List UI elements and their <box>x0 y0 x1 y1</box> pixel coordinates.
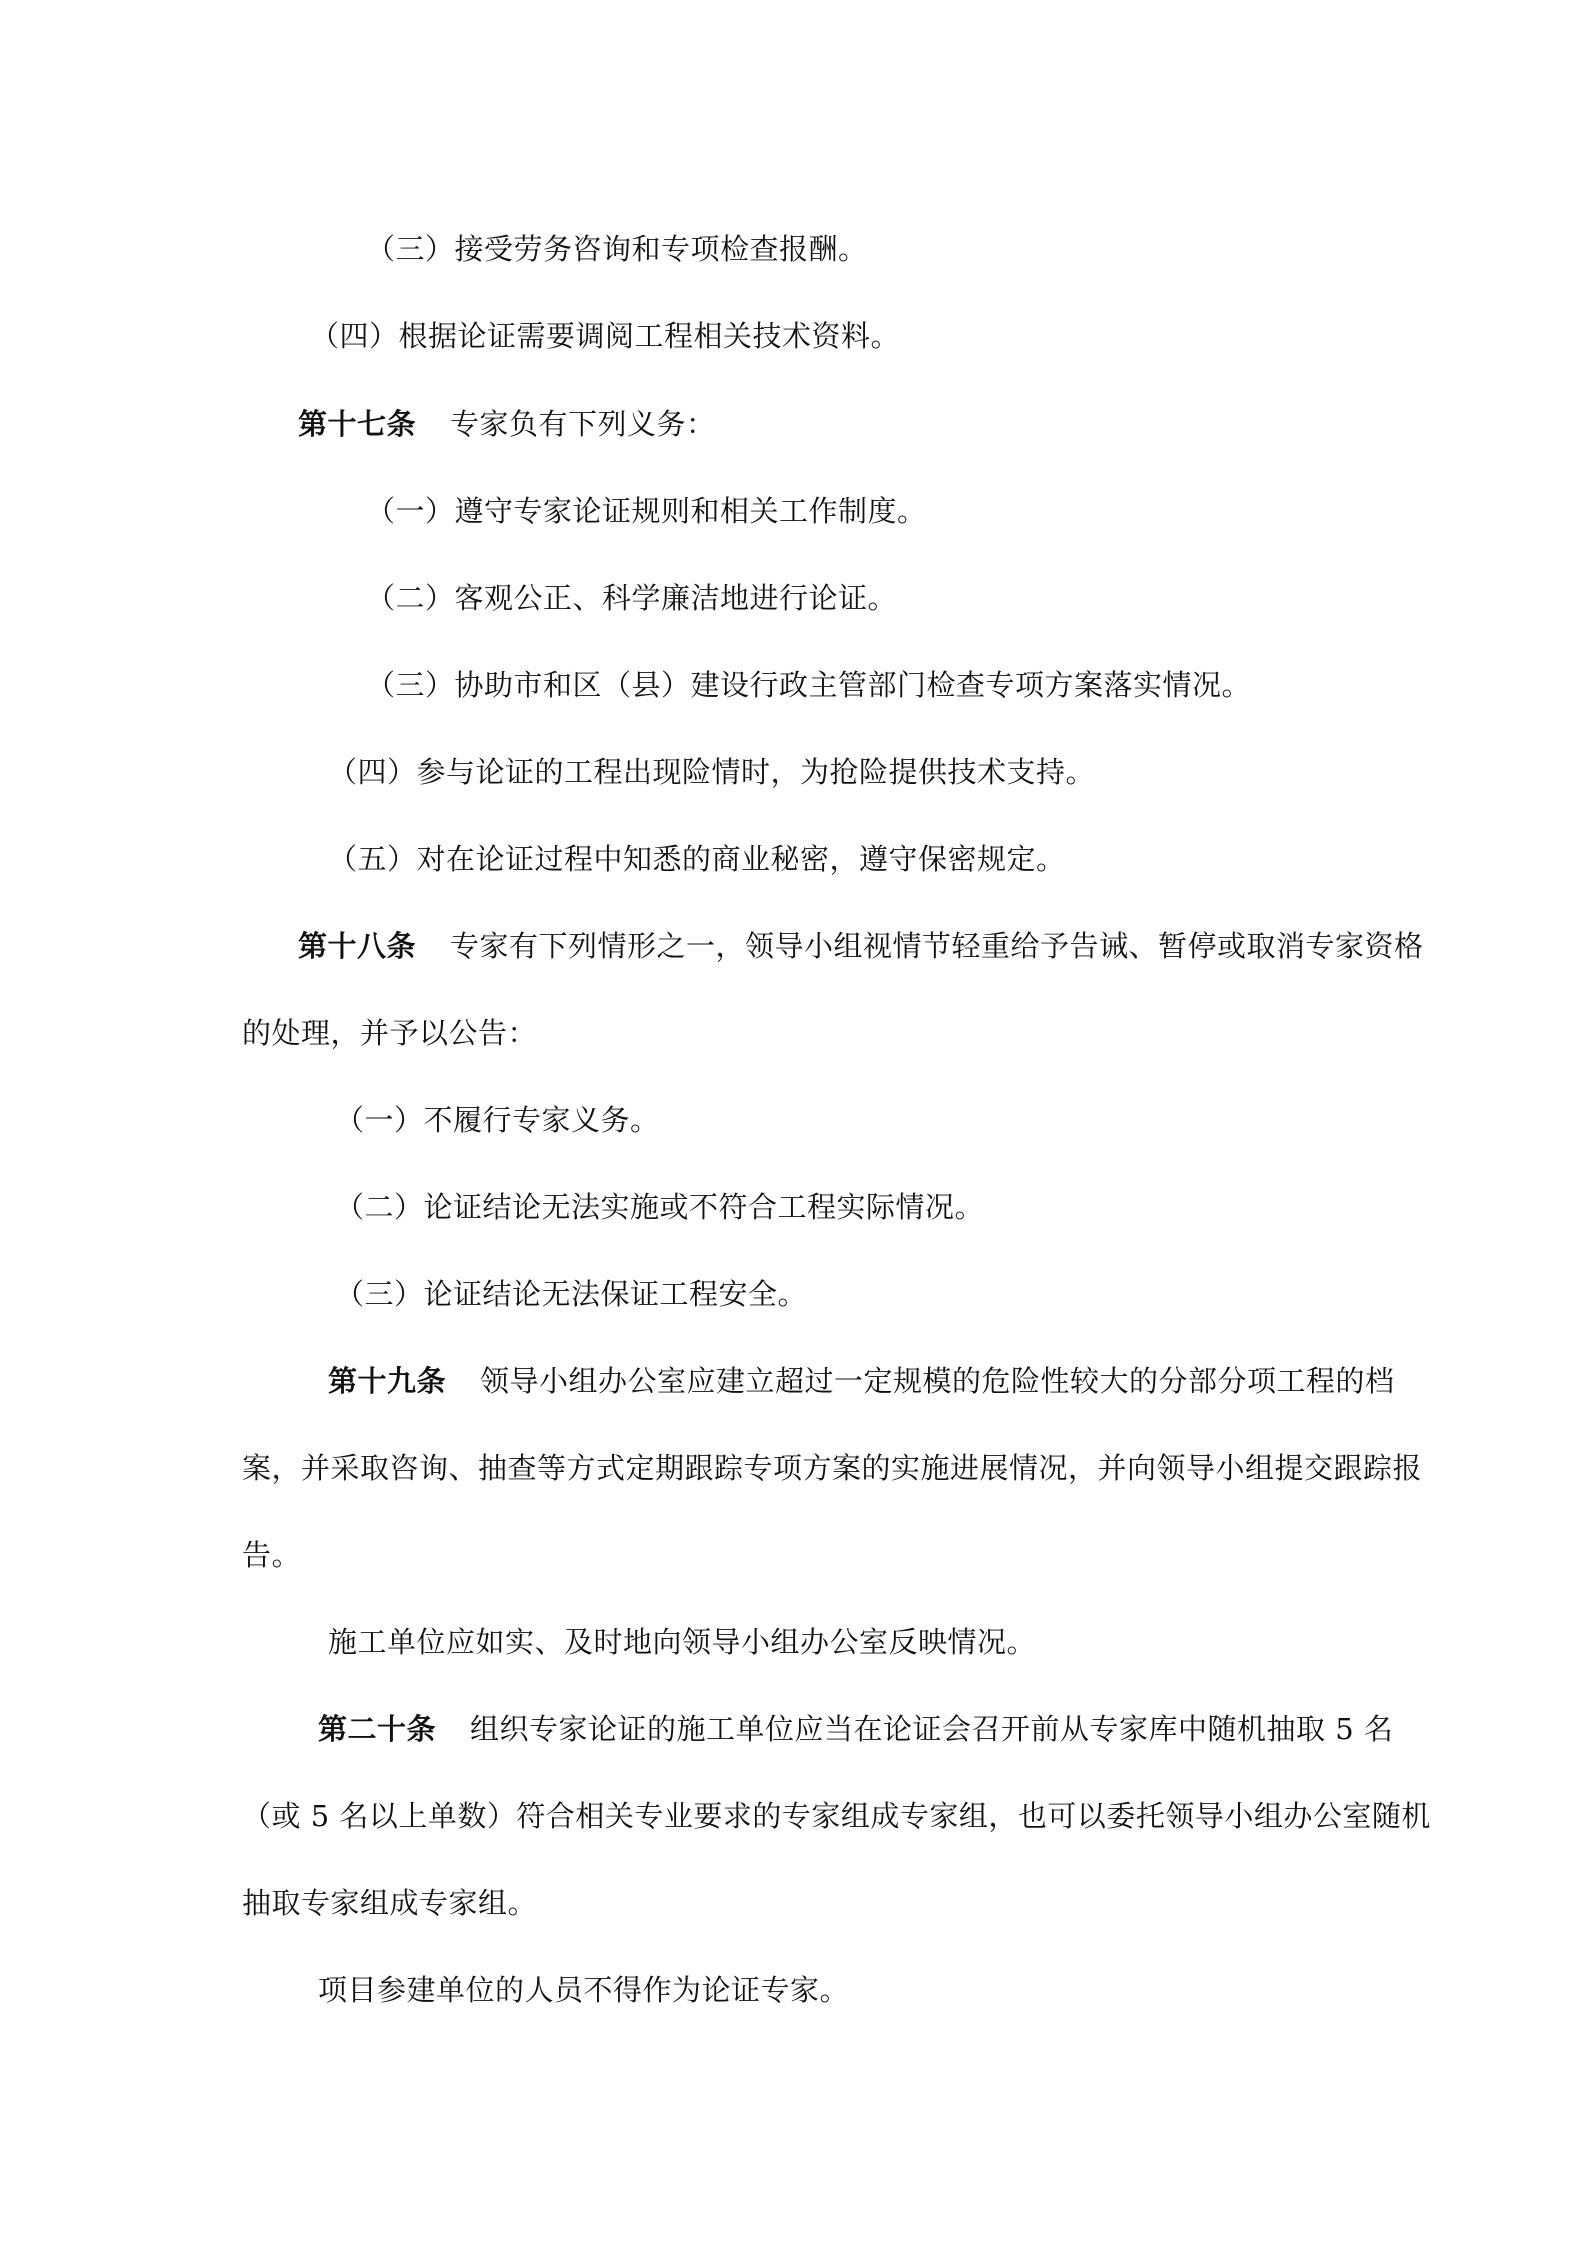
paragraph-line <box>366 660 1251 710</box>
paragraph-line <box>318 1965 849 2015</box>
paragraph-text: 组织专家论证的施工单位应当在论证会召开前从专家库中随机抽取 5 名 <box>470 1712 1394 1746</box>
paragraph-line <box>366 224 868 274</box>
paragraph-text: 施工单位应如实、及时地向领导小组办公室反映情况。 <box>328 1625 1037 1659</box>
paragraph-text: （三）接受劳务咨询和专项检查报酬。 <box>366 232 868 266</box>
paragraph-text: （或 5 名以上单数）符合相关专业要求的专家组成专家组，也可以委托领导小组办公室随机 <box>242 1799 1431 1833</box>
paragraph-text: 项目参建单位的人员不得作为论证专家。 <box>318 1973 850 2007</box>
paragraph-line <box>335 1269 807 1319</box>
paragraph-line <box>366 573 897 623</box>
article-number: 第二十条 <box>318 1712 437 1746</box>
paragraph-text: （四）根据论证需要调阅工程相关技术资料。 <box>310 319 901 353</box>
paragraph-text: （三）论证结论无法保证工程安全。 <box>335 1277 808 1311</box>
article-number: 第十七条 <box>298 407 417 441</box>
paragraph-line <box>335 1182 984 1232</box>
paragraph-text: 案，并采取咨询、抽查等方式定期跟踪专项方案的实施进展情况，并向领导小组提交跟踪报 <box>242 1451 1423 1485</box>
article-line <box>318 1704 1393 1754</box>
paragraph-line <box>242 1008 537 1058</box>
paragraph-line <box>242 1530 301 1580</box>
paragraph-text: 领导小组办公室应建立超过一定规模的危险性较大的分部分项工程的档 <box>480 1364 1395 1398</box>
paragraph-line <box>242 1791 1431 1841</box>
paragraph-text: （四）参与论证的工程出现险情时，为抢险提供技术支持。 <box>328 755 1096 789</box>
paragraph-text: 抽取专家组成专家组。 <box>242 1886 538 1920</box>
paragraph-text: （五）对在论证过程中知悉的商业秘密，遵守保密规定。 <box>328 842 1066 876</box>
paragraph-line <box>310 311 900 361</box>
article-number: 第十九条 <box>328 1364 447 1398</box>
article-line <box>298 921 1424 971</box>
paragraph-text: （一）遵守专家论证规则和相关工作制度。 <box>366 494 927 528</box>
paragraph-text: （一）不履行专家义务。 <box>335 1103 660 1137</box>
paragraph-text: 的处理，并予以公告： <box>242 1016 538 1050</box>
paragraph-text: （二）客观公正、科学廉洁地进行论证。 <box>366 581 898 615</box>
paragraph-line <box>328 834 1066 884</box>
paragraph-line <box>335 1095 660 1145</box>
paragraph-line <box>328 1617 1036 1667</box>
paragraph-line <box>242 1878 537 1928</box>
paragraph-text: （二）论证结论无法实施或不符合工程实际情况。 <box>335 1190 985 1224</box>
paragraph-line <box>328 747 1095 797</box>
paragraph-text: 专家负有下列义务： <box>450 407 716 441</box>
paragraph-line <box>242 1443 1422 1493</box>
article-line <box>328 1356 1395 1406</box>
paragraph-text: 告。 <box>242 1538 302 1572</box>
paragraph-text: （三）协助市和区（县）建设行政主管部门检查专项方案落实情况。 <box>366 668 1252 702</box>
article-line <box>298 399 716 449</box>
paragraph-text: 专家有下列情形之一，领导小组视情节轻重给予告诫、暂停或取消专家资格 <box>450 929 1424 963</box>
article-number: 第十八条 <box>298 929 417 963</box>
paragraph-line <box>366 486 927 536</box>
